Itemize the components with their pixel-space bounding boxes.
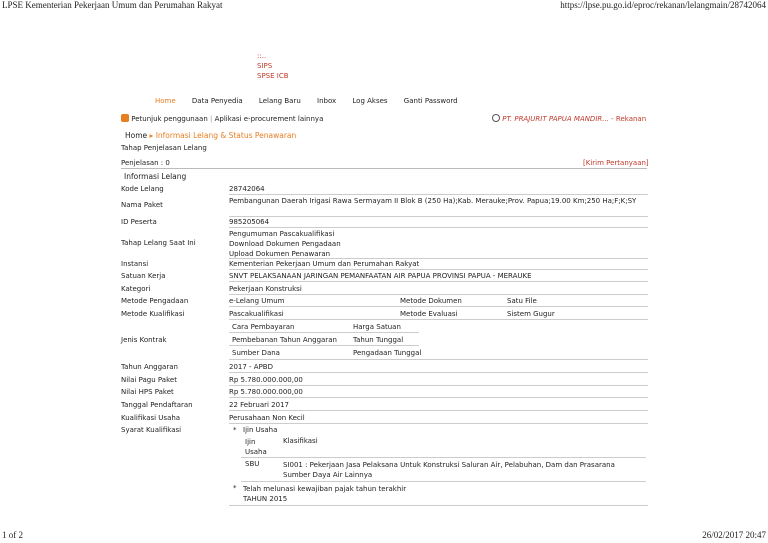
menu-lelang-baru[interactable]: Lelang Baru xyxy=(258,97,301,105)
hps-value: Rp 5.780.000.000,00 xyxy=(229,388,303,396)
metode-pengadaan-value: e-Lelang Umum xyxy=(229,297,285,305)
row-line xyxy=(229,505,648,506)
sbu-label: SBU xyxy=(245,460,260,468)
row-line xyxy=(229,332,419,333)
kode-lelang-label: Kode Lelang xyxy=(121,185,164,193)
id-peserta-value: 985205064 xyxy=(229,218,270,226)
user-name[interactable]: PT. PRAJURIT PAPUA MANDIR... xyxy=(502,115,609,123)
petunjuk-link[interactable]: Petunjuk penggunaan xyxy=(131,115,208,123)
row-line xyxy=(229,258,648,259)
row-line xyxy=(229,227,648,228)
kontrak-v2: Tahun Tunggal xyxy=(353,336,404,344)
breadcrumb-current: Informasi Lelang & Status Penawaran xyxy=(155,131,297,140)
metode-pengadaan-label: Metode Pengadaan xyxy=(121,297,189,305)
tgl-label: Tanggal Pendaftaran xyxy=(121,401,193,409)
metode-evaluasi-value: Sistem Gugur xyxy=(507,310,555,318)
kategori-label: Kategori xyxy=(121,285,151,293)
kontrak-k2: Pembebanan Tahun Anggaran xyxy=(232,336,337,344)
jenis-kontrak-label: Jenis Kontrak xyxy=(121,336,167,344)
kontrak-k1: Cara Pembayaran xyxy=(232,323,295,331)
menu-log-akses[interactable]: Log Akses xyxy=(352,97,388,105)
kontrak-v1: Harga Satuan xyxy=(353,323,401,331)
row-line xyxy=(229,372,648,373)
breadcrumb-arrow-icon: ▸ xyxy=(149,131,154,140)
pajak-tahun: TAHUN 2015 xyxy=(243,495,288,503)
kontrak-k3: Sumber Dana xyxy=(232,349,280,357)
metode-kualifikasi-label: Metode Kualifikasi xyxy=(121,310,185,318)
tahap-title: Tahap Penjelasan Lelang xyxy=(121,144,207,152)
row-line xyxy=(229,423,648,424)
tahap-download-link[interactable]: Download Dokumen Pengadaan xyxy=(229,240,341,248)
print-url: https://lpse.pu.go.id/eproc/rekanan/lelangmain/28742064 xyxy=(560,0,766,10)
kode-lelang-value: 28742064 xyxy=(229,185,265,193)
row-line xyxy=(229,294,648,295)
ijin-usaha-title: Ijin Usaha xyxy=(243,426,278,434)
row-line xyxy=(229,397,648,398)
pagu-label: Nilai Pagu Paket xyxy=(121,376,177,384)
row-line xyxy=(229,194,648,195)
menu-inbox[interactable]: Inbox xyxy=(317,97,337,105)
tahun-value: 2017 - APBD xyxy=(229,363,273,371)
section-title: Informasi Lelang xyxy=(124,172,187,181)
penjelasan-count: Penjelasan : 0 xyxy=(121,159,170,167)
help-icon xyxy=(121,114,129,122)
row-line xyxy=(229,306,648,307)
id-peserta-label: ID Peserta xyxy=(121,218,157,226)
tahap-pengumuman-link[interactable]: Pengumuman Pascakualifikasi xyxy=(229,230,335,238)
row-line xyxy=(229,281,648,282)
tgl-value: 22 Februari 2017 xyxy=(229,401,289,409)
aplikasi-link[interactable]: Aplikasi e-procurement lainnya xyxy=(214,115,324,123)
metode-kualifikasi-value: Pascakualifikasi xyxy=(229,310,284,318)
kualifikasi-value: Perusahaan Non Kecil xyxy=(229,414,305,422)
divider xyxy=(121,168,647,169)
breadcrumb-home[interactable]: Home xyxy=(125,131,148,140)
syarat-label: Syarat Kualifikasi xyxy=(121,426,182,434)
row-line xyxy=(229,385,648,386)
user-icon xyxy=(492,114,500,122)
user-info xyxy=(492,114,646,123)
metode-evaluasi-label: Metode Evaluasi xyxy=(400,310,458,318)
tahap-list xyxy=(229,229,341,259)
kualifikasi-label: Kualifikasi Usaha xyxy=(121,414,181,422)
kontrak-v3: Pengadaan Tunggal xyxy=(353,349,422,357)
row-line xyxy=(229,359,648,360)
klasifikasi-col-header: Klasifikasi xyxy=(283,437,318,445)
user-role: - Rekanan xyxy=(611,115,647,123)
tahun-label: Tahun Anggaran xyxy=(121,363,178,371)
pajak-block xyxy=(243,484,406,504)
bullet: * xyxy=(233,426,237,434)
nama-paket-value: Pembangunan Daerah Irigasi Rawa Sermayam II Blok B (250 Ha);Kab. Merauke;Prov. Papua;19.00 Km;250 Ha;F;K;SY xyxy=(229,197,637,205)
print-title: LPSE Kementerian Pekerjaan Umum dan Perumahan Rakyat xyxy=(2,0,223,10)
help-separator: | xyxy=(210,115,213,123)
row-line xyxy=(229,269,648,270)
brand-line1: SIPS xyxy=(257,62,273,70)
menu-data-penyedia[interactable]: Data Penyedia xyxy=(191,97,243,105)
instansi-label: Instansi xyxy=(121,260,149,268)
pagu-value: Rp 5.780.000.000,00 xyxy=(229,376,303,384)
row-line xyxy=(241,457,646,458)
sbu-klasifikasi: SI001 : Pekerjaan Jasa Pelaksana Untuk Konstruksi Saluran Air, Pelabuhan, Dam dan Prasarana Sumber Daya Air Lainnya xyxy=(283,461,615,479)
satuan-label: Satuan Kerja xyxy=(121,272,166,280)
menu-ganti-password[interactable]: Ganti Password xyxy=(403,97,458,105)
row-line xyxy=(229,345,419,346)
kirim-pertanyaan-link[interactable]: [Kirim Pertanyaan] xyxy=(583,159,649,167)
kategori-value: Pekerjaan Konstruksi xyxy=(229,285,302,293)
metode-dokumen-label: Metode Dokumen xyxy=(400,297,462,305)
satuan-value: SNVT PELAKSANAAN JARINGAN PEMANFAATAN AIR PAPUA PROVINSI PAPUA - MERAUKE xyxy=(229,272,532,280)
brand-dots: ::.. xyxy=(257,52,267,60)
pajak-text: Telah melunasi kewajiban pajak tahun terakhir xyxy=(243,485,407,493)
help-bar xyxy=(121,114,323,123)
tahap-upload-link[interactable]: Upload Dokumen Penawaran xyxy=(229,250,331,258)
breadcrumb xyxy=(125,131,296,140)
main-menu xyxy=(155,97,472,105)
metode-dokumen-value: Satu File xyxy=(507,297,537,305)
brand-line2: SPSE ICB xyxy=(257,72,289,80)
tahap-label: Tahap Lelang Saat Ini xyxy=(121,239,196,247)
bullet: * xyxy=(233,484,237,492)
ijin-col-header: Ijin Usaha xyxy=(245,438,267,456)
print-page-number: 1 of 2 xyxy=(2,530,23,540)
instansi-value: Kementerian Pekerjaan Umum dan Perumahan Rakyat xyxy=(229,260,420,268)
hps-label: Nilai HPS Paket xyxy=(121,388,174,396)
row-line xyxy=(229,216,648,217)
row-line xyxy=(229,319,648,320)
nama-paket-label: Nama Paket xyxy=(121,201,163,209)
row-line xyxy=(241,481,646,482)
row-line xyxy=(229,410,648,411)
print-timestamp: 26/02/2017 20:47 xyxy=(702,530,766,540)
menu-home[interactable]: Home xyxy=(155,97,176,105)
brand-logo xyxy=(257,51,289,81)
